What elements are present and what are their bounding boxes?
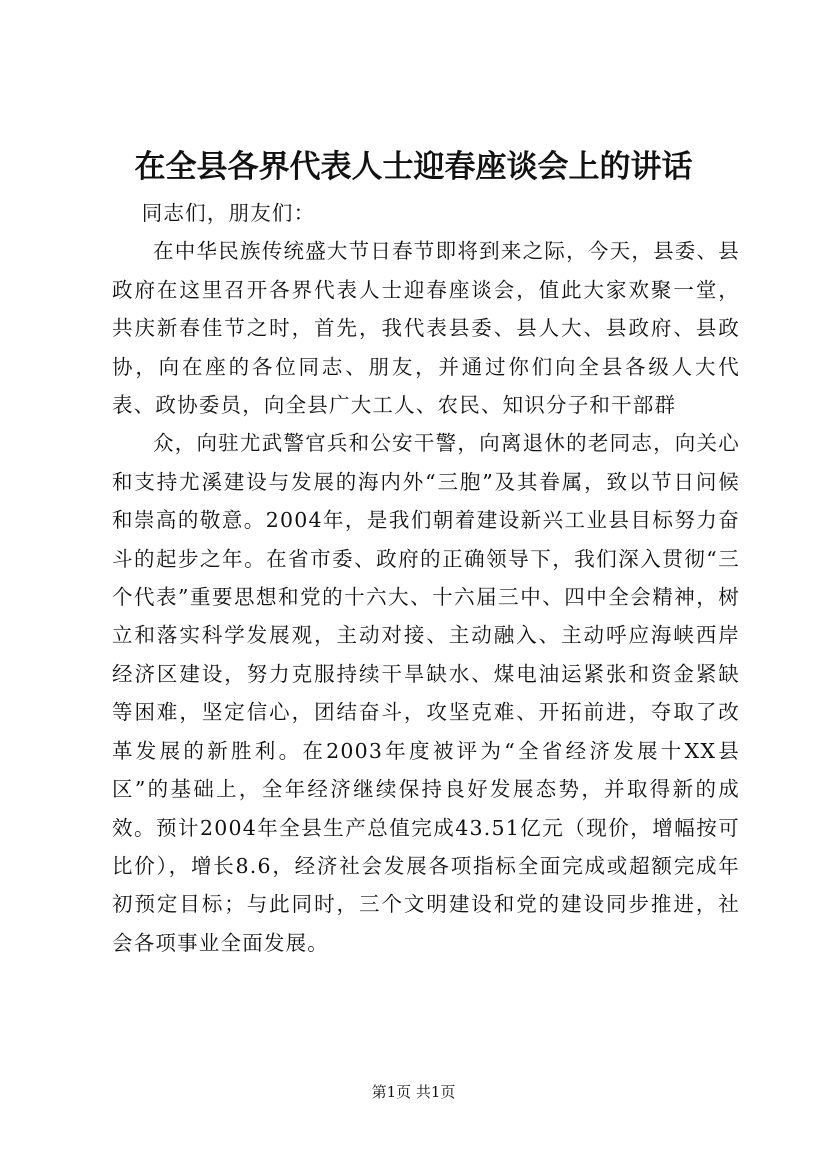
paragraph-2: 众，向驻尤武警官兵和公安干警，向离退休的老同志，向关心和支持尤溪建设与发展的海内外“三胞”及其眷属，致以节日问候和崇高的敬意。2004年，是我们朝着建设新兴工业县目标努力奋斗的起步之年。在省市委、政府的正确领导下，我们深入贯彻“三个代表”重要思想和党的十六大、十六届三中、四中全会精神，树立和落实科学发展观，主动对接、主动融入、主动呼应海峡西岸经济区建设，努力克服持续干旱缺水、煤电油运紧张和资金紧缺等困难，坚定信心，团结奋斗，攻坚克难、开拓前进，夺取了改革发展的新胜利。在2003年度被评为“全省经济发展十XX县区”的基础上，全年经济继续保持良好发展态势，并取得新的成效。预计2004年全县生产总值完成43.51亿元（现价，增幅按可比价），增长8.6，经济社会发展各项指标全面完成或超额完成年初预定目标；与此同时，三个文明建设和党的建设同步推进，社会各项事业全面发展。 xyxy=(112,431,740,955)
paragraph-1: 在中华民族传统盛大节日春节即将到来之际，今天，县委、县政府在这里召开各界代表人士迎春座谈会，值此大家欢聚一堂，共庆新春佳节之时，首先，我代表县委、县人大、县政府、县政协，向在座的各位同志、朋友，并通过你们向全县各级人大代表、政协委员，向全县广大工人、农民、知识分子和干部群 xyxy=(112,239,740,418)
document-title: 在全县各界代表人士迎春座谈会上的讲话 xyxy=(134,149,693,185)
document-body xyxy=(112,194,740,962)
page-footer: 第1页 共1页 xyxy=(371,1083,456,1101)
salutation: 同志们，朋友们： xyxy=(141,201,316,225)
